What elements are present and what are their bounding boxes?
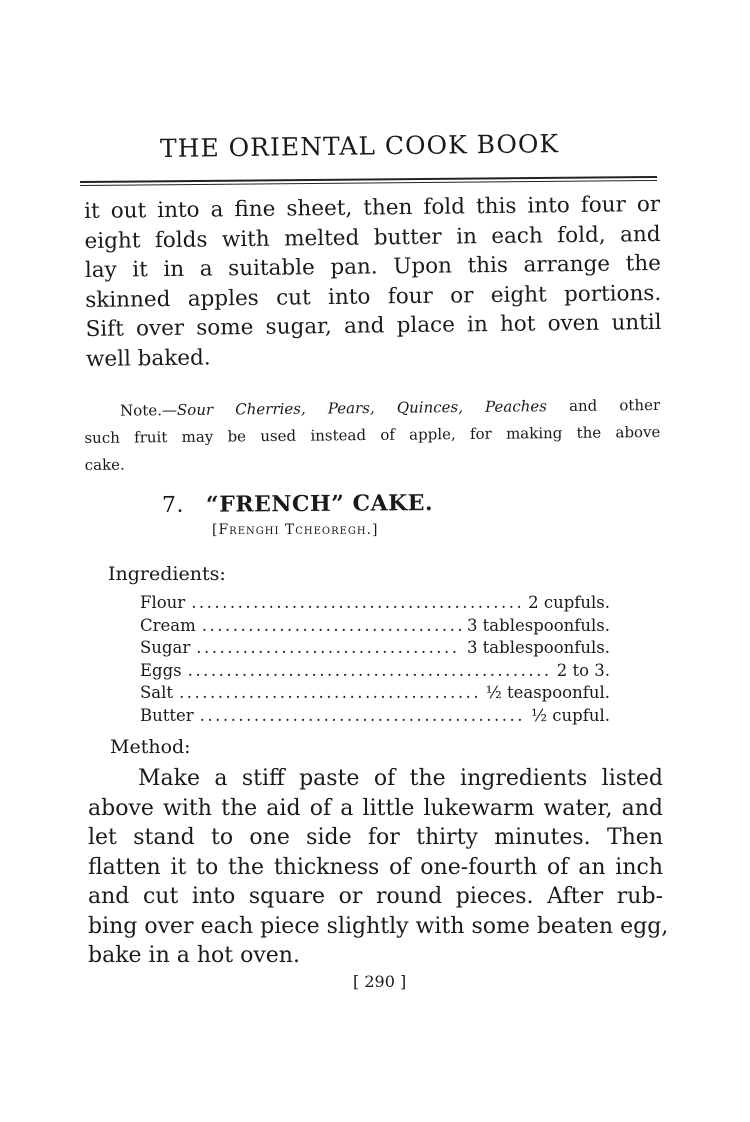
ingredient-qty: ½ teaspoonful. <box>485 683 610 702</box>
recipe-subtitle: [Frenghi Tcheoregh.] <box>212 522 379 538</box>
recipe-name: “FRENCH” CAKE. <box>205 490 434 518</box>
text-line: and cut into square or round pieces. After rub- <box>88 884 663 909</box>
text-line: Sift over some sugar, and place in hot oven until <box>85 309 662 342</box>
note-line: cake. <box>84 455 125 474</box>
ingredient-qty: 2 cupfuls. <box>528 593 610 612</box>
leader-dots <box>191 592 522 615</box>
ingredient-name: Cream <box>140 615 196 635</box>
text-line: eight folds with melted butter in each fold, and <box>84 221 661 254</box>
text-line: let stand to one side for thirty minutes. Then <box>88 825 663 850</box>
page-number: [ 290 ] <box>353 972 407 991</box>
ingredient-row <box>140 660 610 683</box>
text-line: bing over each piece slightly with some beaten egg, <box>88 913 669 939</box>
leader-dots <box>188 660 551 683</box>
ingredient-name: Eggs <box>140 660 182 680</box>
note-block <box>84 392 661 479</box>
text-line: Make a stiff paste of the ingredients listed <box>138 766 663 791</box>
ingredients-label: Ingredients: <box>108 563 226 585</box>
text-line: well baked. <box>85 344 211 372</box>
recipe-title <box>162 490 482 518</box>
text-line: above with the aid of a little lukewarm water, and <box>88 795 663 821</box>
ingredient-row <box>140 592 610 615</box>
method-label: Method: <box>110 736 191 758</box>
ingredient-qty: ½ cupful. <box>531 705 610 725</box>
leader-dots <box>200 705 525 728</box>
ingredient-row <box>140 682 610 705</box>
ingredient-row <box>140 705 610 728</box>
ingredient-qty: 3 tablespoonfuls. <box>466 638 610 657</box>
note-line: such fruit may be used instead of apple, for making the above <box>84 422 661 447</box>
leader-dots <box>202 615 461 638</box>
text-line: skinned apples cut into four or eight portions. <box>85 280 662 313</box>
ingredient-row <box>140 615 610 638</box>
ingredient-name: Flour <box>140 593 186 612</box>
leader-dots <box>179 682 480 705</box>
method-paragraph <box>88 764 669 971</box>
ingredient-name: Sugar <box>140 638 191 657</box>
ingredient-row <box>140 637 610 660</box>
text-line: it out into a fine sheet, then fold this into four or <box>84 191 661 224</box>
note-fruits: Sour Cherries, Pears, Quinces, Peaches <box>176 397 548 420</box>
ingredients-list <box>140 592 610 727</box>
note-line1-rest: and other <box>546 395 661 416</box>
text-line: flatten it to the thickness of one-fourth of an inch <box>88 854 663 880</box>
ingredient-qty: 2 to 3. <box>556 660 610 680</box>
leader-dots <box>196 637 461 660</box>
ingredient-qty: 3 tablespoonfuls. <box>466 615 610 635</box>
recipe-number: 7. <box>161 492 185 518</box>
text-line: bake in a hot oven. <box>88 943 300 968</box>
ingredient-name: Salt <box>140 683 174 702</box>
running-head: THE ORIENTAL COOK BOOK <box>159 129 560 163</box>
ingredient-name: Butter <box>140 705 194 725</box>
continued-paragraph <box>84 190 662 374</box>
note-prefix: Note.— <box>120 401 178 420</box>
text-line: lay it in a suitable pan. Upon this arrange the <box>84 250 662 283</box>
